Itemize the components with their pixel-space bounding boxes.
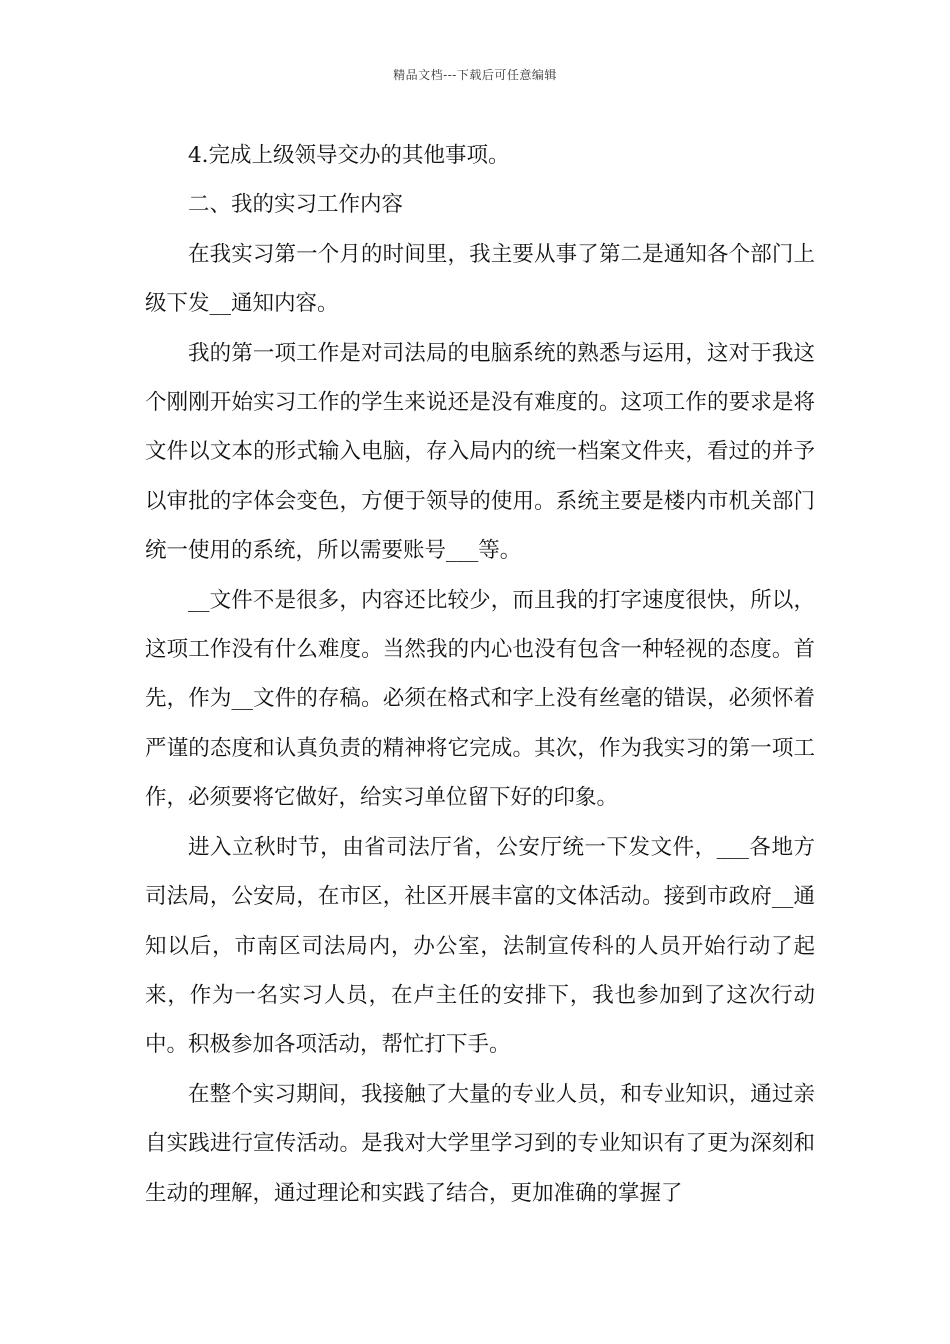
document-body [145,131,815,1218]
paragraph-1: 4.完成上级领导交办的其他事项。 [188,143,510,168]
paragraph-5: __文件不是很多，内容还比较少，而且我的打字速度很快，所以，这项工作没有什么难度。当然我的内心也没有包含一种轻视的态度。首先，作为__文件的存稿。必须在格式和字上没有丝毫的错误，必须怀着严谨的态度和认真负责的精神将它完成。其次，作为我实习的第一项工作，必须要将它做好，给实习单位留下好的印象。 [145,587,815,811]
paragraph-2: 二、我的实习工作内容 [188,192,404,218]
paragraph-6: 进入立秋时节，由省司法厅省，公安厅统一下发文件，___各地方司法局，公安局，在市区，社区开展丰富的文体活动。接到市政府__通知以后，市南区司法局内，办公室，法制宣传科的人员开始行动了起来，作为一名实习人员，在卢主任的安排下，我也参加到了这次行动中。积极参加各项活动，帮忙打下手。 [145,834,815,1058]
page-header: 精品文档---下载后可任意编辑 [393,68,557,82]
paragraph-3: 在我实习第一个月的时间里，我主要从事了第二是通知各个部门上级下发__通知内容。 [145,241,815,317]
paragraph-4: 我的第一项工作是对司法局的电脑系统的熟悉与运用，这对于我这个刚刚开始实习工作的学生来说还是没有难度的。这项工作的要求是将文件以文本的形式输入电脑，存入局内的统一档案文件夹，看过的并予以审批的字体会变色，方便于领导的使用。系统主要是楼内市机关部门统一使用的系统，所以需要账号___等。 [145,340,815,564]
paragraph-7: 在整个实习期间，我接触了大量的专业人员，和专业知识，通过亲自实践进行宣传活动。是我对大学里学习到的专业知识有了更为深刻和生动的理解，通过理论和实践了结合，更加准确的掌握了 [145,1081,815,1206]
